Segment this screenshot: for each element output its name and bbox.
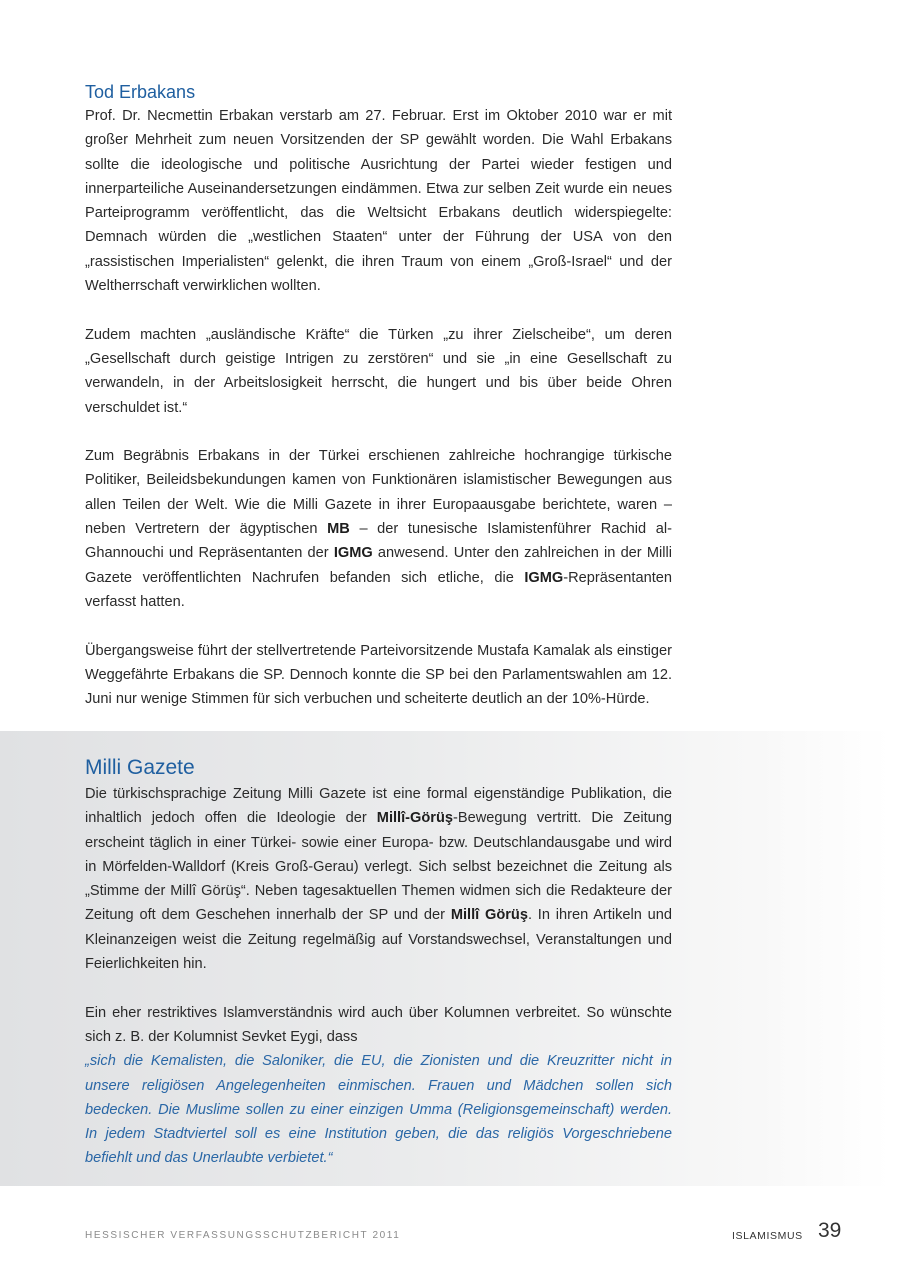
bold-term: IGMG: [524, 569, 564, 586]
text-run: anwesend. Unter den zahlreichen in der Milli Gazete veröffentlichten Nachrufen befanden sich etliche, die: [85, 545, 672, 586]
bold-term: MB: [327, 521, 350, 538]
bold-term: IGMG: [333, 545, 373, 562]
section-tod-erbakans: [85, 80, 672, 736]
paragraph: Zudem machten „ausländische Kräfte“ die Türken „zu ihrer Zielscheibe“, um deren „Gesellschaft durch geistige Intrigen zu zerstören“ und sie „in eine Gesellschaft zu verwandeln, in der Arbeitslosigkeit herrscht, die hungert und bis über beide Ohren verschuldet ist.“: [85, 326, 672, 416]
page-number: 39: [818, 1219, 842, 1242]
section-milli-gazete: [85, 754, 672, 1171]
paragraph: [85, 444, 672, 614]
text-run: -Repräsentanten verfasst hatten.: [85, 569, 672, 610]
section-heading: Tod Erbakans: [85, 82, 196, 102]
text-run: -Bewegung vertritt. Die Zeitung erscheint täglich in einer Türkei- sowie einer Europa- bzw. Deutschlandausgabe und wird in Mörfelden-Walldorf (Kreis Groß-Gerau) verlegt. Sich selbst bezeichnet die Zeitung als „Stimme der Millî Görüş“. Neben tagesaktuellen Themen widmen sich die Redakteure der Zeitung oft dem Geschehen innerhalb der SP und der: [85, 810, 672, 924]
paragraph: Prof. Dr. Necmettin Erbakan verstarb am 27. Februar. Erst im Oktober 2010 war er mit großer Mehrheit zum neuen Vorsitzenden der SP gewählt worden. Die Wahl Erbakans sollte die ideologische und politische Ausrichtung der Partei wieder festigen und innerparteiliche Auseinandersetzungen eindämmen. Etwa zur selben Zeit wurde ein neues Parteiprogramm veröffentlicht, das die Weltsicht Erbakans deutlich widerspiegelte: Demnach würden die „westlichen Staaten“ unter der Führung der USA von den „rassistischen Imperialisten“ gelenkt, die ihren Traum von einem „Groß-Israel“ und der Weltherrschaft verwirklichen wollten.: [85, 108, 672, 295]
text-run: . In ihren Artikeln und Kleinanzeigen weist die Zeitung regelmäßig auf Vorstandswechsel, Veranstaltungen und Feierlichkeiten hin.: [85, 907, 672, 973]
quote-paragraph: „sich die Kemalisten, die Saloniker, die EU, die Zionisten und die Kreuzritter nicht in unsere religiösen Angelegenheiten einmischen. Frauen und Mädchen sollen sich bedecken. Die Muslime sollen zu einer einzigen Umma (Religionsgemeinschaft) werden. In jedem Stadtviertel soll es eine Institution geben, die das religiös Vorgeschriebene befiehlt und das Unerlaubte verbietet.“: [85, 1053, 672, 1167]
paragraph: [85, 782, 672, 976]
footer-publication-title: HESSISCHER VERFASSUNGSSCHUTZBERICHT 2011: [85, 1230, 401, 1241]
text-run: – der tunesische Islamistenführer Rachid al-Ghannouchi und Repräsentanten der: [85, 521, 672, 562]
section-heading: Milli Gazete: [85, 756, 195, 779]
bold-term: Millî Görüş: [450, 907, 528, 924]
paragraph: Ein eher restriktives Islamverständnis wird auch über Kolumnen verbreitet. So wünschte sich z. B. der Kolumnist Sevket Eygi, dass: [85, 1004, 672, 1045]
paragraph: Übergangsweise führt der stellvertretende Parteivorsitzende Mustafa Kamalak als einstiger Weggefährte Erbakans die SP. Dennoch konnte die SP bei den Parlamentswahlen am 12. Juni nur wenige Stimmen für sich verbuchen und scheiterte deutlich an der 10%-Hürde.: [85, 642, 672, 708]
text-run: Zum Begräbnis Erbakans in der Türkei erschienen zahlreiche hochrangige türkische Politiker, Beileidsbekundungen kamen von Funktionären islamistischer Bewegungen aus allen Teilen der Welt. Wie die Milli Gazete in ihrer Europaausgabe berichtete, waren – neben Vertretern der ägyptischen: [85, 448, 672, 538]
text-run: Die türkischsprachige Zeitung Milli Gazete ist eine formal eigenständige Publikation, die inhaltlich jedoch offen die Ideologie der: [85, 786, 672, 827]
footer-chapter: ISLAMISMUS: [732, 1230, 803, 1242]
bold-term: Millî-Görüş: [376, 810, 453, 827]
